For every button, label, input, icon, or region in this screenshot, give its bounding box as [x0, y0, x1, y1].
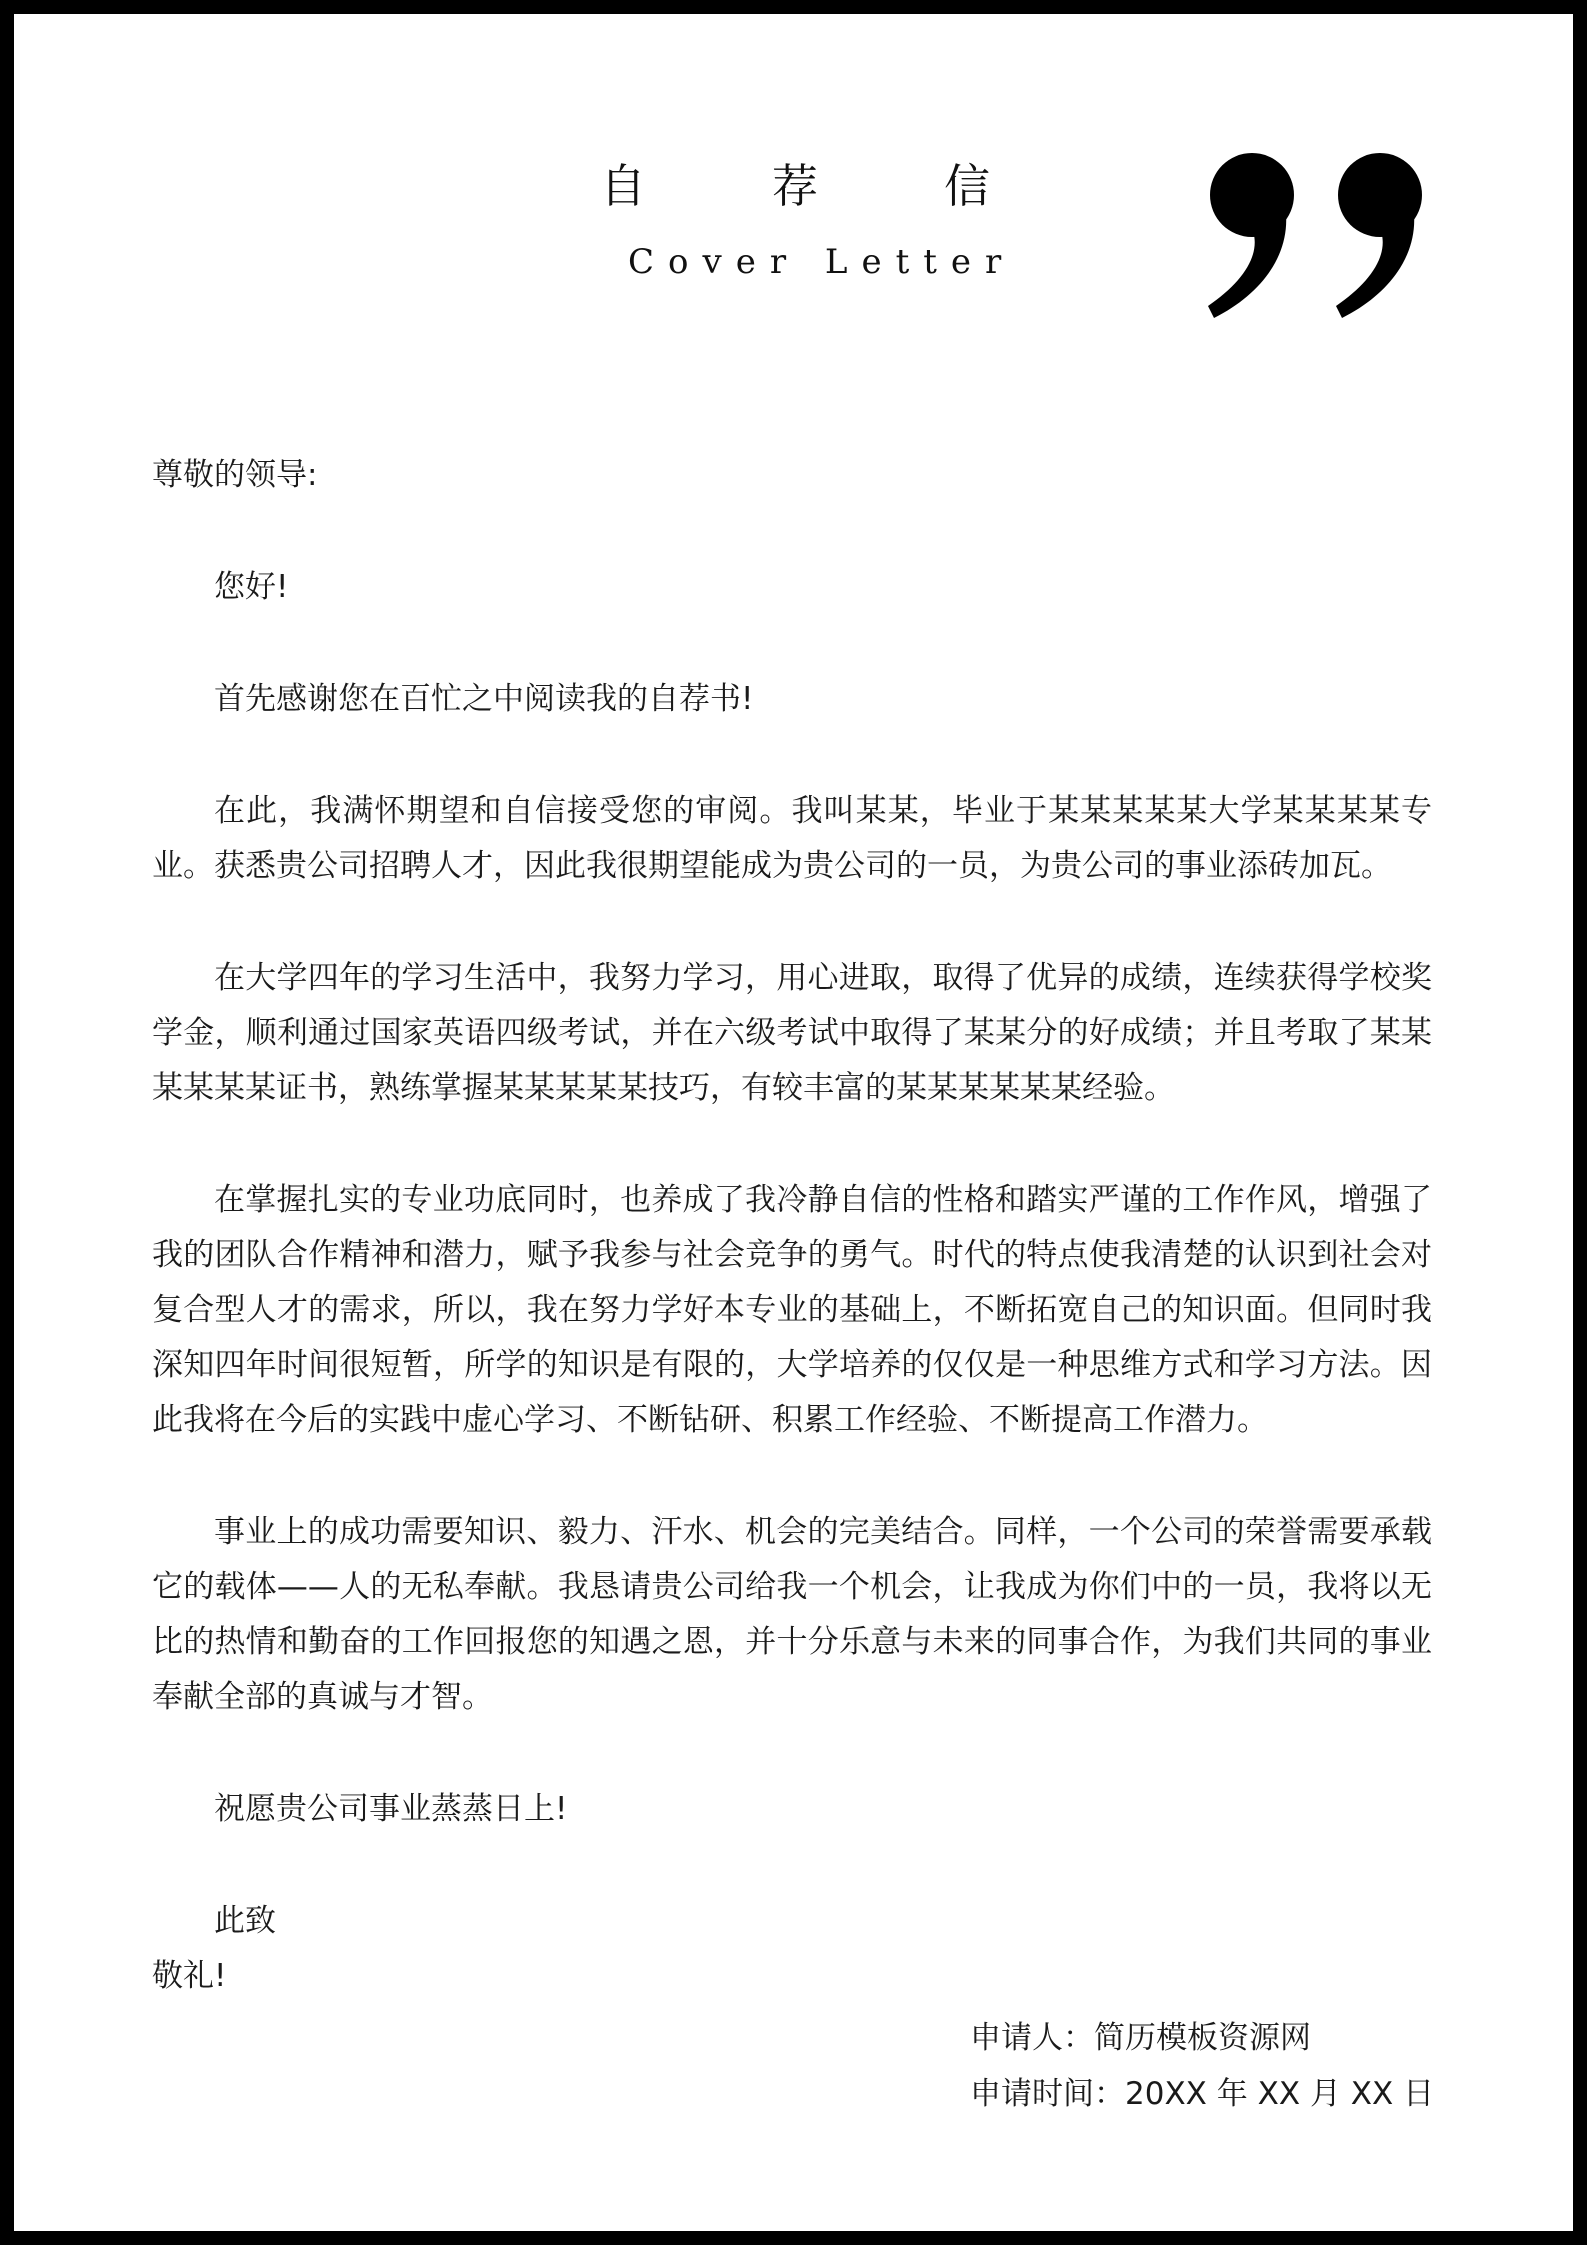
page-subtitle: Cover Letter — [628, 242, 1016, 282]
letter-paragraph: 在掌握扎实的专业功底同时，也养成了我冷静自信的性格和踏实严谨的工作作风，增强了我的团队合作精神和潜力，赋予我参与社会竞争的勇气。时代的特点使我清楚的认识到社会对复合型人才的需求，所以，我在努力学好本专业的基础上，不断拓宽自己的知识面。但同时我深知四年时间很短暂，所学的知识是有限的，大学培养的仅仅是一种思维方式和学习方法。因此我将在今后的实践中虚心学习、不断钻研、积累工作经验、不断提高工作潜力。 — [152, 1182, 1432, 1438]
letter-greeting: 您好! — [214, 569, 289, 605]
letter-closing: 此致 — [214, 1903, 276, 1939]
closing-quote-icon — [1200, 150, 1430, 330]
title-char: 自 — [600, 159, 646, 213]
applicant-name: 申请人：简历模板资源网 — [970, 2020, 1311, 2056]
letter-regards: 敬礼! — [152, 1958, 227, 1994]
title-char: 信 — [944, 159, 990, 213]
letter-paragraph: 在此，我满怀期望和自信接受您的审阅。我叫某某，毕业于某某某某某大学某某某某专业。获悉贵公司招聘人才，因此我很期望能成为贵公司的一员，为贵公司的事业添砖加瓦。 — [152, 793, 1432, 884]
page-title — [600, 150, 990, 216]
title-char: 荐 — [772, 159, 818, 213]
letter-paragraph: 事业上的成功需要知识、毅力、汗水、机会的完美结合。同样，一个公司的荣誉需要承载它的载体——人的无私奉献。我恳请贵公司给我一个机会，让我成为你们中的一员，我将以无比的热情和勤奋的工作回报您的知遇之恩，并十分乐意与未来的同事合作，为我们共同的事业奉献全部的真诚与才智。 — [152, 1514, 1432, 1715]
letter-paragraph: 首先感谢您在百忙之中阅读我的自荐书! — [214, 681, 754, 717]
letter-salutation: 尊敬的领导: — [152, 457, 318, 493]
letter-body — [152, 448, 1432, 2004]
application-date: 申请时间：20XX 年 XX 月 XX 日 — [970, 2076, 1435, 2112]
letter-wishes: 祝愿贵公司事业蒸蒸日上! — [214, 1791, 568, 1827]
signature-block — [970, 2010, 1434, 2122]
letter-paragraph: 在大学四年的学习生活中，我努力学习，用心进取，取得了优异的成绩，连续获得学校奖学金，顺利通过国家英语四级考试，并在六级考试中取得了某某分的好成绩；并且考取了某某某某某某证书，熟练掌握某某某某某技巧，有较丰富的某某某某某某经验。 — [152, 960, 1432, 1106]
